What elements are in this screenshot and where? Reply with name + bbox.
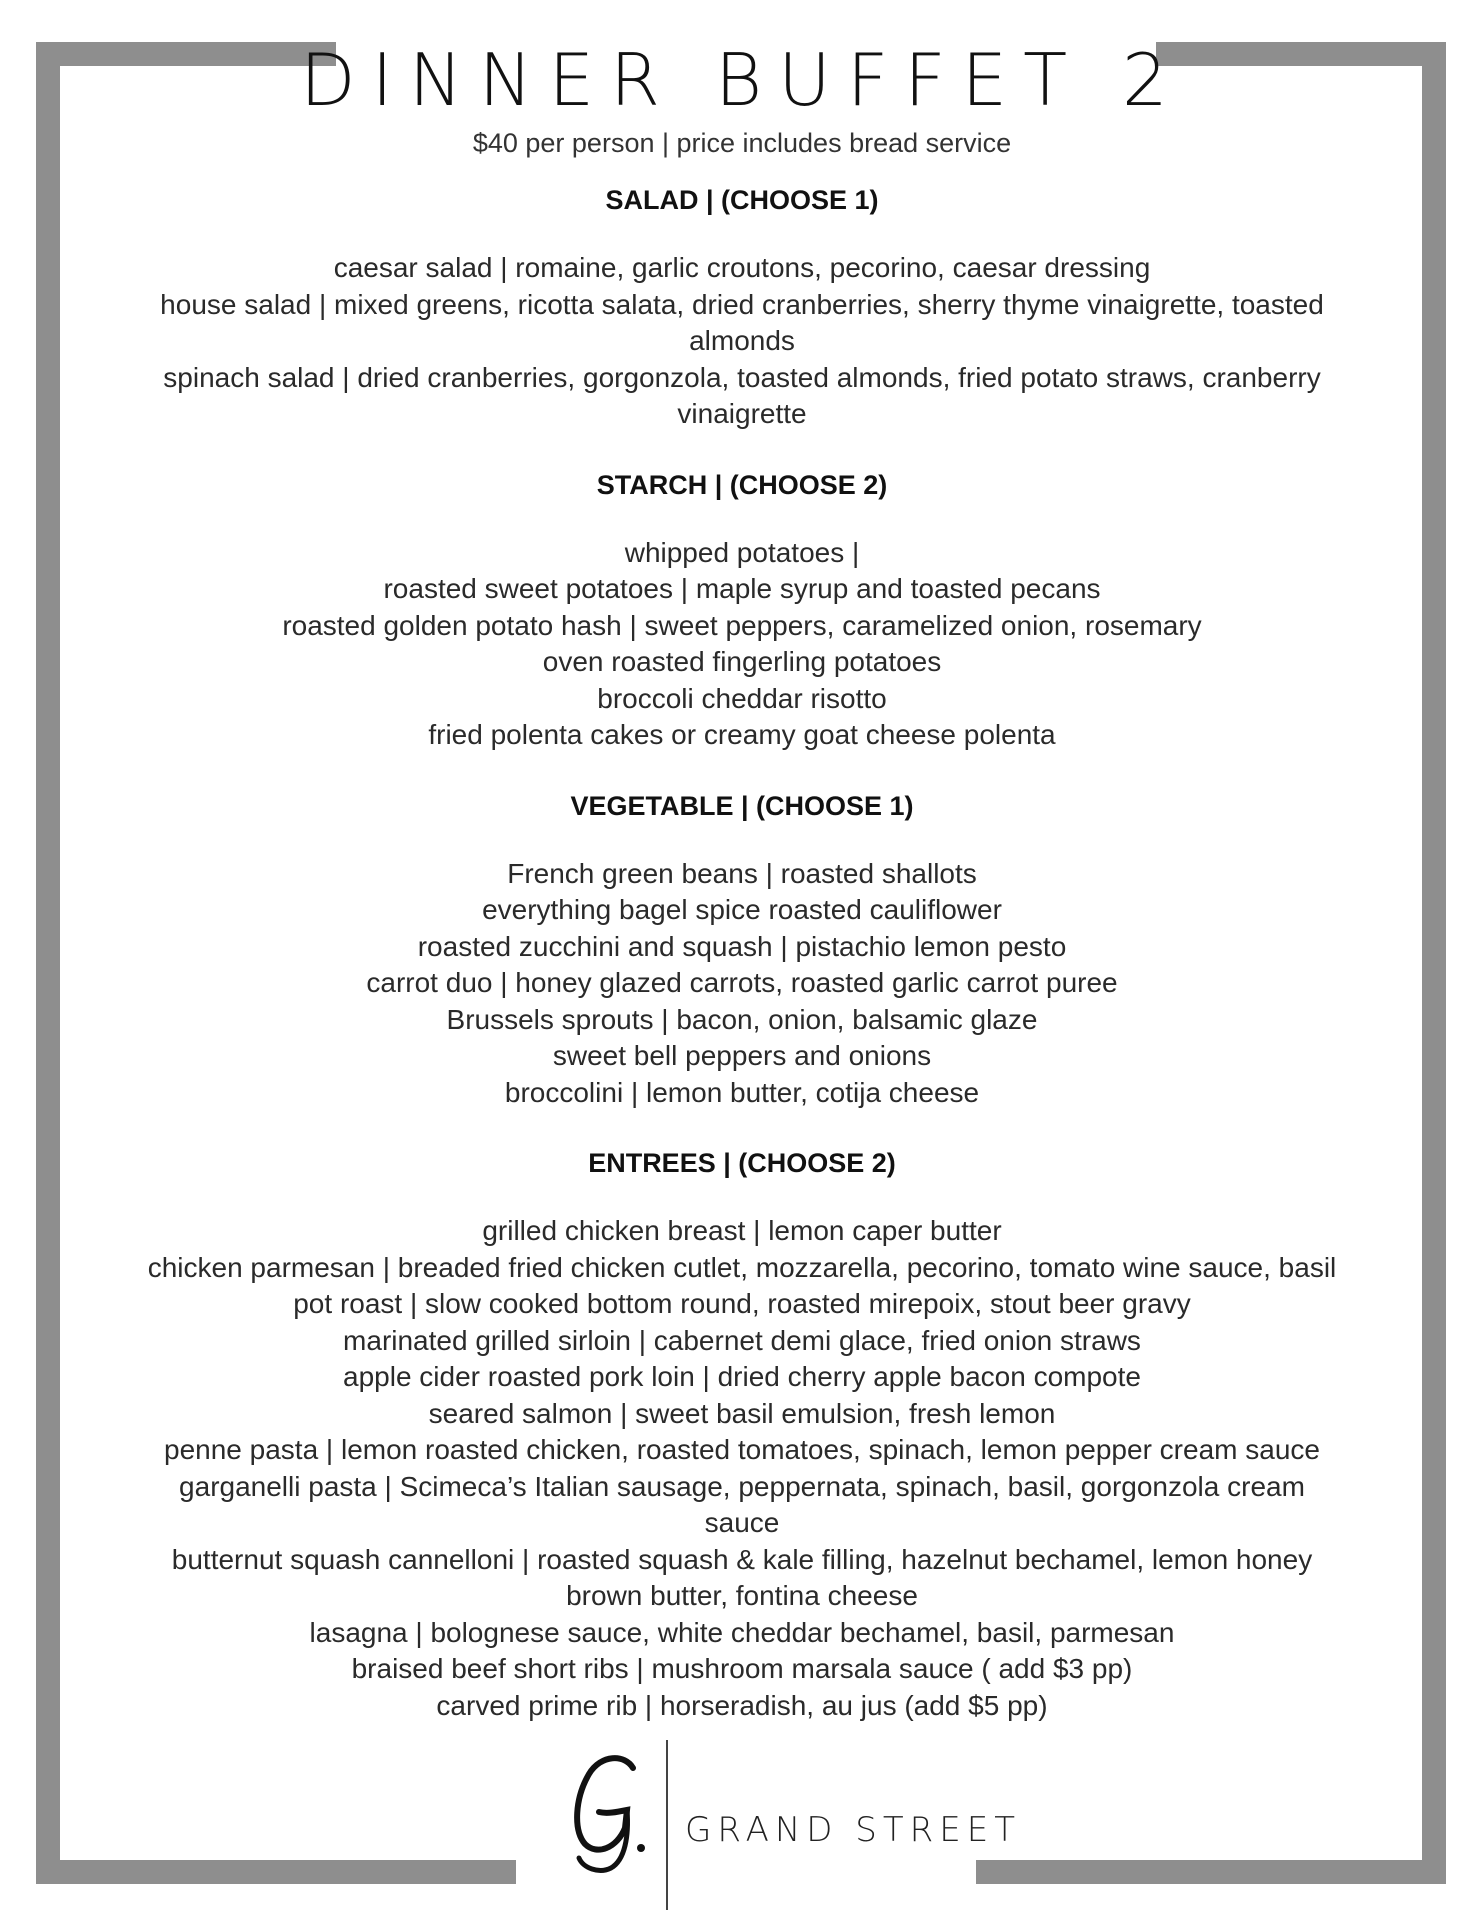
page-title: DINNER BUFFET 2 <box>300 38 1184 122</box>
logo-divider <box>666 1740 668 1910</box>
menu-item: roasted zucchini and squash | pistachio lemon pesto <box>417 930 1067 962</box>
frame-bottom-right <box>976 1860 1446 1884</box>
section-heading: VEGETABLE | (CHOOSE 1) <box>570 790 914 821</box>
section-heading: ENTREES | (CHOOSE 2) <box>588 1148 896 1178</box>
menu-item: braised beef short ribs | mushroom marsala sauce ( add $3 pp) <box>351 1653 1133 1684</box>
menu-item: broccoli cheddar risotto <box>597 682 887 714</box>
menu-item: lasagna | bolognese sauce, white cheddar bechamel, basil, parmesan <box>309 1616 1175 1648</box>
menu-item: chicken parmesan | breaded fried chicken cutlet, mozzarella, pecorino, tomato wine sauce, basil <box>147 1251 1337 1283</box>
menu-item: apple cider roasted pork loin | dried cherry apple bacon compote <box>343 1361 1141 1392</box>
menu-item: garganelli pasta | Scimeca’s Italian sausage, peppernata, spinach, basil, gorgonzola cream sauce <box>179 1470 1305 1538</box>
frame-left <box>36 42 60 1884</box>
menu-item: roasted golden potato hash | sweet peppers, caramelized onion, rosemary <box>282 609 1202 641</box>
grand-street-logo <box>555 1740 1021 1910</box>
menu-item: seared salmon | sweet basil emulsion, fresh lemon <box>428 1397 1056 1429</box>
menu-item: fried polenta cakes or creamy goat cheese polenta <box>428 719 1056 750</box>
frame-right <box>1422 42 1446 1884</box>
menu-item: grilled chicken breast | lemon caper butter <box>482 1215 1002 1246</box>
section-starch <box>140 465 1344 754</box>
menu-content <box>140 180 1344 1756</box>
section-salad <box>140 180 1344 433</box>
menu-item: French green beans | roasted shallots <box>507 857 977 889</box>
section-heading: SALAD | (CHOOSE 1) <box>605 185 879 215</box>
page-subtitle: $40 per person | price includes bread service <box>472 128 1012 158</box>
menu-item: everything bagel spice roasted cauliflower <box>482 894 1002 925</box>
logo-name: GRAND STREET <box>685 1810 1021 1850</box>
menu-item: Brussels sprouts | bacon, onion, balsamic glaze <box>446 1003 1038 1035</box>
section-vegetable <box>140 786 1344 1112</box>
section-heading: STARCH | (CHOOSE 2) <box>596 469 888 500</box>
menu-item: sweet bell peppers and onions <box>552 1040 932 1071</box>
menu-item: pot roast | slow cooked bottom round, roasted mirepoix, stout beer gravy <box>293 1288 1191 1319</box>
menu-item: caesar salad | romaine, garlic croutons, pecorino, caesar dressing <box>333 252 1151 283</box>
menu-item: penne pasta | lemon roasted chicken, roasted tomatoes, spinach, lemon pepper cream sauce <box>164 1434 1320 1465</box>
menu-item: carrot duo | honey glazed carrots, roasted garlic carrot puree <box>366 967 1118 998</box>
menu-item: broccolini | lemon butter, cotija cheese <box>504 1076 980 1108</box>
menu-item: carved prime rib | horseradish, au jus (add $5 pp) <box>436 1689 1048 1721</box>
g-monogram-icon <box>555 1740 665 1880</box>
menu-item: roasted sweet potatoes | maple syrup and toasted pecans <box>383 573 1101 604</box>
menu-item: butternut squash cannelloni | roasted squash & kale filling, hazelnut bechamel, lemon honey brown butter, fontina cheese <box>171 1543 1313 1611</box>
menu-item: whipped potatoes | <box>624 536 860 568</box>
menu-item: house salad | mixed greens, ricotta salata, dried cranberries, sherry thyme vinaigrette, toasted almonds <box>160 288 1324 356</box>
menu-item: marinated grilled sirloin | cabernet demi glace, fried onion straws <box>343 1324 1141 1356</box>
frame-bottom-left <box>36 1860 516 1884</box>
section-entrees <box>140 1143 1344 1724</box>
menu-item: spinach salad | dried cranberries, gorgonzola, toasted almonds, fried potato straws, cranberry vinaigrette <box>163 361 1321 429</box>
menu-item: oven roasted fingerling potatoes <box>542 646 942 677</box>
